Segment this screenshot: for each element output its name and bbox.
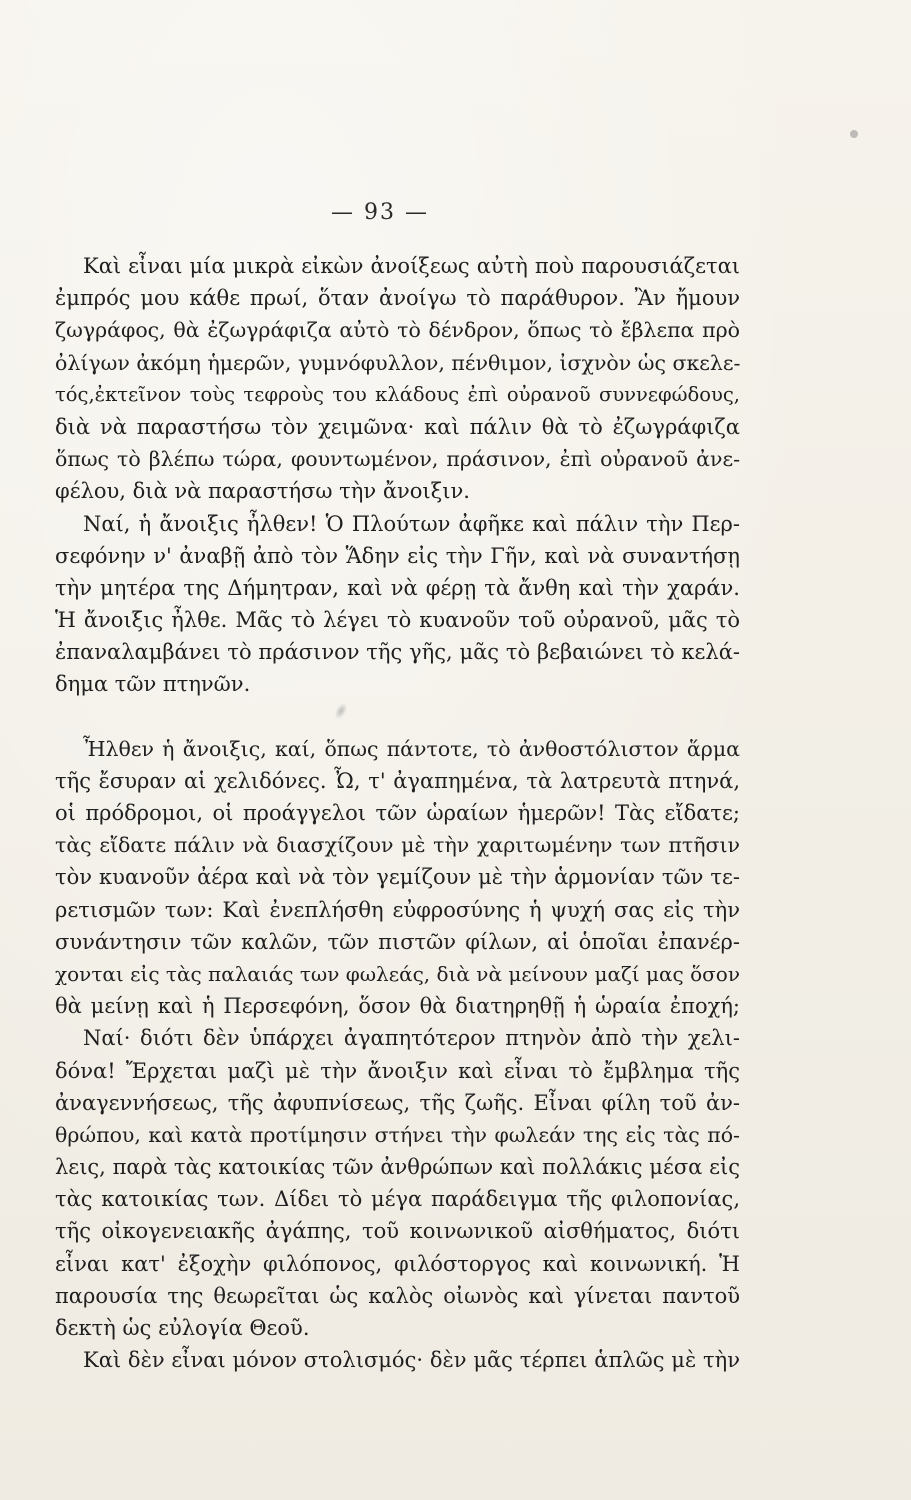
- text-line: δόνα! Ἔρχεται μαζὶ μὲ τὴν ἄνοιξιν καὶ εἶναι τὸ ἔμβλημα τῆς: [55, 1058, 740, 1083]
- page-number: — 93 —: [331, 200, 429, 225]
- text-line: ρετισμῶν των: Καὶ ἐνεπλήσθη εὐφροσύνης ἡ ψυχή σας εἰς τὴν: [55, 897, 740, 922]
- body-text: [55, 250, 740, 1376]
- text-line: δεκτὴ ὡς εὐλογία Θεοῦ.: [55, 1316, 310, 1340]
- text-line: ἐμπρός μου κάθε πρωί, ὅταν ἀνοίγω τὸ παράθυρον. Ἂν ἤμουν: [55, 286, 740, 311]
- text-line: δημα τῶν πτηνῶν.: [55, 672, 251, 697]
- text-line: λεις, παρὰ τὰς κατοικίας τῶν ἀνθρώπων καὶ πολλάκις μέσα εἰς: [55, 1155, 740, 1180]
- text-line: συνάντησιν τῶν καλῶν, τῶν πιστῶν φίλων, αἱ ὁποῖαι ἐπανέρ-: [55, 929, 740, 954]
- text-line: τῆς ἔσυραν αἱ χελιδόνες. Ὦ, τ' ἀγαπημένα, τὰ λατρευτὰ πτηνά,: [55, 768, 740, 793]
- text-line: παρουσία της θεωρεῖται ὡς καλὸς οἰωνὸς καὶ γίνεται παντοῦ: [55, 1283, 740, 1308]
- text-line: τὴν μητέρα της Δήμητραν, καὶ νὰ φέρῃ τὰ ἄνθη καὶ τὴν χαράν.: [55, 575, 740, 600]
- text-line: τὸν κυανοῦν ἀέρα καὶ νὰ τὸν γεμίζουν μὲ τὴν ἁρμονίαν τῶν τε-: [55, 865, 740, 890]
- text-line: τῆς οἰκογενειακῆς ἀγάπης, τοῦ κοινωνικοῦ αἰσθήματος, διότι: [55, 1219, 740, 1244]
- text-line: σεφόνην ν' ἀναβῇ ἀπὸ τὸν Ἅδην εἰς τὴν Γῆν, καὶ νὰ συναντήσῃ: [55, 543, 740, 568]
- text-line: τὰς εἴδατε πάλιν νὰ διασχίζουν μὲ τὴν χαριτωμένην των πτῆσιν: [55, 833, 740, 858]
- text-line: ἐπαναλαμβάνει τὸ πράσινον τῆς γῆς, μᾶς τὸ βεβαιώνει τὸ κελά-: [55, 640, 740, 665]
- paragraph-gap: [55, 701, 740, 733]
- text-line: τός,ἐκτεῖνον τοὺς τεφροὺς του κλάδους ἐπὶ οὐρανοῦ συννεφώδους,: [55, 382, 740, 406]
- text-line: Καὶ εἶναι μία μικρὰ εἰκὼν ἀνοίξεως αὐτὴ ποὺ παρουσιάζεται: [83, 254, 740, 278]
- text-line: ὅπως τὸ βλέπω τώρα, φουντωμένον, πράσινον, ἐπὶ οὐρανοῦ ἀνε-: [55, 447, 740, 472]
- text-line: φέλου, διὰ νὰ παραστήσω τὴν ἄνοιξιν.: [55, 479, 470, 504]
- text-line: εἶναι κατ' ἐξοχὴν φιλόπονος, φιλόστοργος καὶ κοινωνική. Ἡ: [55, 1251, 740, 1276]
- text-line: ζωγράφος, θὰ ἐζωγράφιζα αὐτὸ τὸ δένδρον, ὅπως τὸ ἔβλεπα πρὸ: [55, 318, 740, 343]
- text-line: οἱ πρόδρομοι, οἱ προάγγελοι τῶν ὡραίων ἡμερῶν! Τὰς εἴδατε;: [55, 801, 740, 825]
- text-line: ἀναγεννήσεως, τῆς ἀφυπνίσεως, τῆς ζωῆς. Εἶναι φίλη τοῦ ἀν-: [55, 1090, 740, 1115]
- text-line: χονται εἰς τὰς παλαιάς των φωλεάς, διὰ νὰ μείνουν μαζί μας ὅσον: [55, 961, 740, 986]
- text-line: Ἡ ἄνοιξις ἦλθε. Μᾶς τὸ λέγει τὸ κυανοῦν τοῦ οὐρανοῦ, μᾶς τὸ: [55, 608, 740, 633]
- ink-spot: [850, 130, 858, 138]
- text-line: τὰς κατοικίας των. Δίδει τὸ μέγα παράδειγμα τῆς φιλοπονίας,: [55, 1187, 740, 1212]
- text-line: Ἦλθεν ἡ ἄνοιξις, καί, ὅπως πάντοτε, τὸ ἀνθοστόλιστον ἅρμα: [83, 736, 740, 761]
- text-line: διὰ νὰ παραστήσω τὸν χειμῶνα· καὶ πάλιν θὰ τὸ ἐζωγράφιζα: [55, 414, 740, 439]
- text-line: Ναί· διότι δὲν ὑπάρχει ἀγαπητότερον πτηνὸν ἀπὸ τὴν χελι-: [83, 1026, 740, 1051]
- text-line: θὰ μείνῃ καὶ ἡ Περσεφόνη, ὅσον θὰ διατηρηθῇ ἡ ὡραία ἐποχή;: [55, 994, 740, 1019]
- text-line: θρώπου, καὶ κατὰ προτίμησιν στήνει τὴν φωλεάν της εἰς τὰς πό-: [55, 1122, 740, 1147]
- text-line: Ναί, ἡ ἄνοιξις ἦλθεν! Ὁ Πλούτων ἀφῆκε καὶ πάλιν τὴν Περ-: [83, 511, 740, 536]
- text-line: Καὶ δὲν εἶναι μόνον στολισμός· δὲν μᾶς τέρπει ἁπλῶς μὲ τὴν: [83, 1348, 740, 1373]
- text-line: ὀλίγων ἀκόμη ἡμερῶν, γυμνόφυλλον, πένθιμον, ἰσχνὸν ὡς σκελε-: [55, 350, 740, 375]
